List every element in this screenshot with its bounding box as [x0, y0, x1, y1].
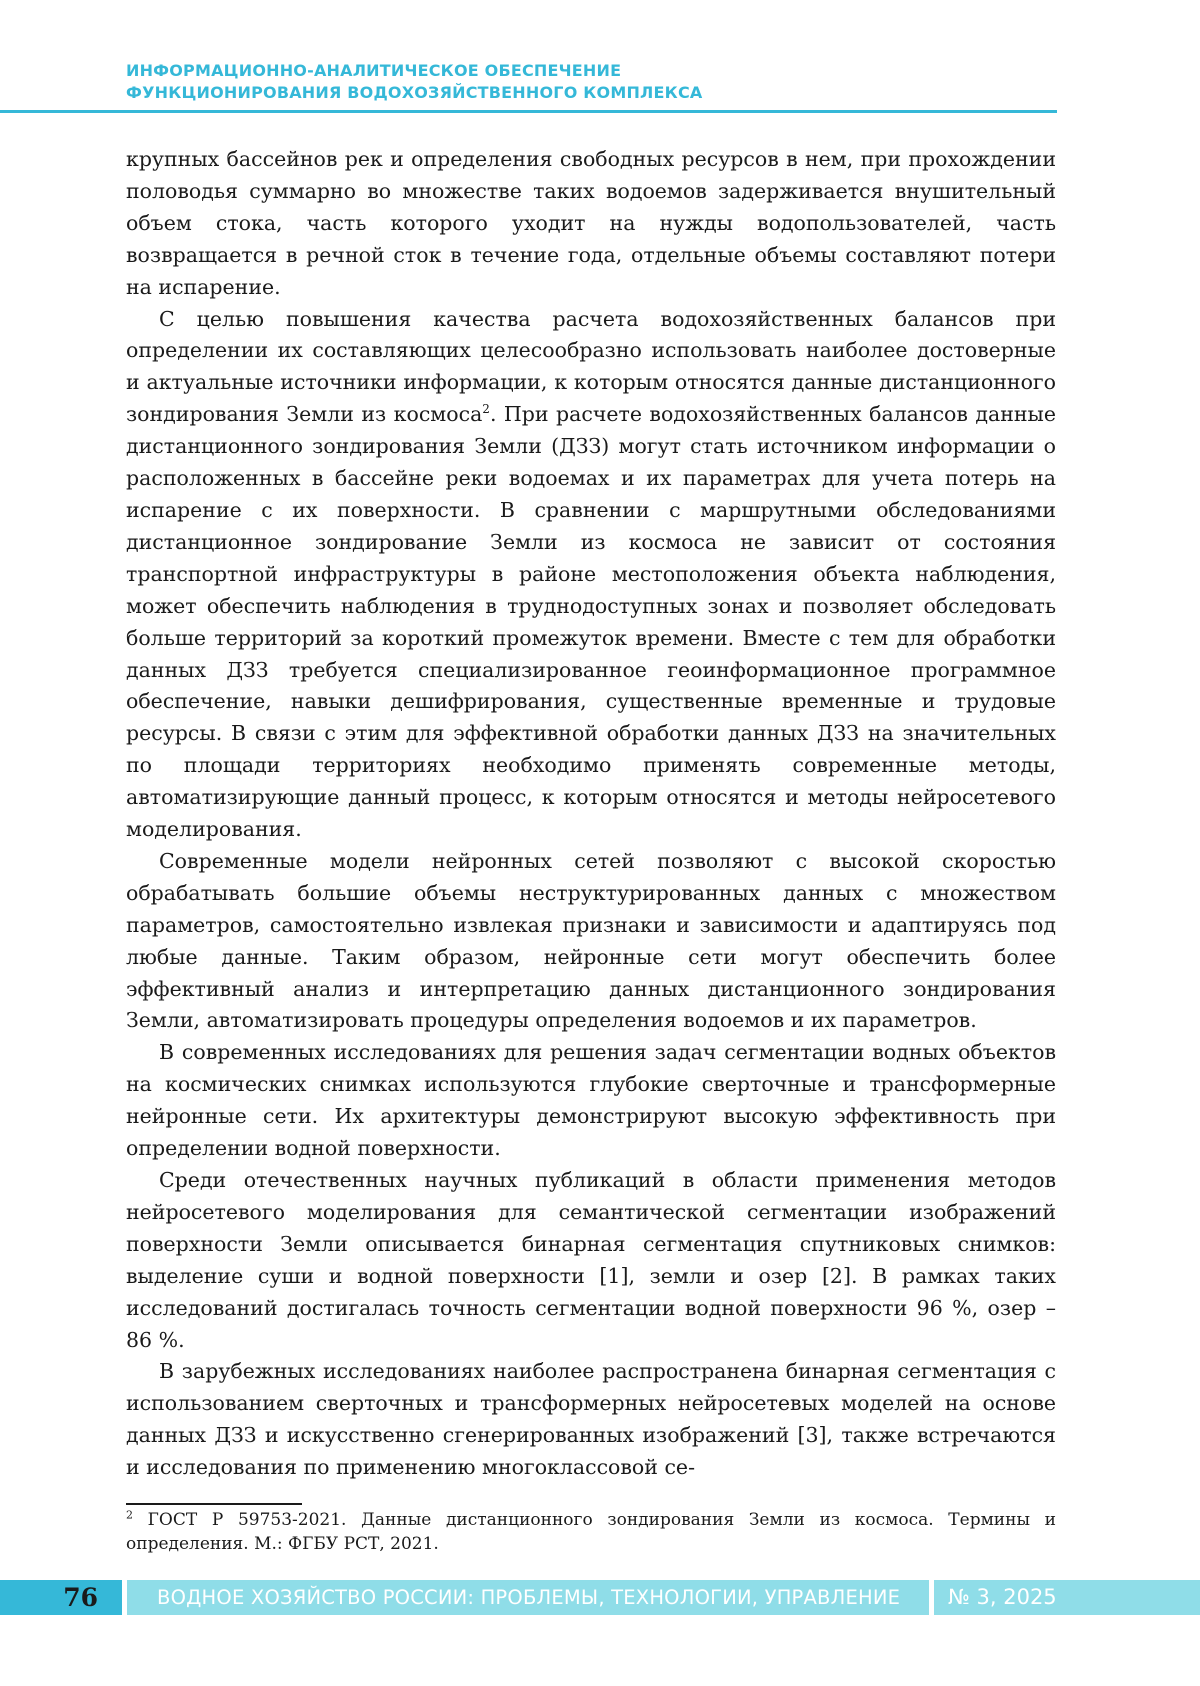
paragraph-2 [126, 304, 1056, 846]
footnote-text: ГОСТ Р 59753-2021. Данные дистанционного зондирования Земли из космоса. Термины и определения. М.: ФГБУ РСТ, 2021. [126, 1510, 1056, 1554]
running-header [126, 60, 1056, 104]
article-body [126, 144, 1056, 1484]
paragraph-2-text-start: С целью повышения качества расчета водохозяйственных балансов при определении их составляющих целесообразно использовать наиболее достоверные и актуальные источники информации, к которым относятся данные дистанционного зондирования Земли из космоса [126, 306, 1056, 427]
paragraph-6: В зарубежных исследованиях наиболее распространена бинарная сегментация с использованием сверточных и трансформерных нейросетевых моделей на основе данных ДЗЗ и искусственно сгенерированных изображений [3], также встречаются и исследования по применению многоклассовой се- [126, 1359, 1056, 1480]
paragraph-3: Современные модели нейронных сетей позволяют с высокой скоростью обрабатывать большие объемы неструктурированных данных с множеством параметров, самостоятельно извлекая признаки и зависимости и адаптируясь под любые данные. Таким образом, нейронные сети могут обеспечить более эффективный анализ и интерпретацию данных дистанционного зондирования Земли, автоматизировать процедуры определения водоемов и их параметров. [126, 848, 1056, 1033]
journal-title: ВОДНОЕ ХОЗЯЙСТВО РОССИИ: ПРОБЛЕМЫ, ТЕХНОЛОГИИ, УПРАВЛЕНИЕ [157, 1586, 901, 1609]
issue-number: № 3, 2025 [948, 1585, 1057, 1609]
page-number: 76 [63, 1583, 98, 1612]
running-header-line-1: ИНФОРМАЦИОННО-АНАЛИТИЧЕСКОЕ ОБЕСПЕЧЕНИЕ [126, 61, 622, 80]
paragraph-5: Среди отечественных научных публикаций в области применения методов нейросетевого моделирования для семантической сегментации изображений поверхности Земли описывается бинарная сегментация спутниковых снимков: выделение суши и водной поверхности [1], земли и озер [2]. В рамках таких исследований достигалась точность сегментации водной поверхности 96 %, озер – 86 %. [126, 1168, 1056, 1352]
running-header-line-2: ФУНКЦИОНИРОВАНИЯ ВОДОХОЗЯЙСТВЕННОГО КОМПЛЕКСА [126, 83, 703, 102]
footer-issue-box [934, 1580, 1200, 1615]
paragraph-2-text-end: . При расчете водохозяйственных балансов данные дистанционного зондирования Земли (ДЗЗ) могут стать источником информации о расположенных в бассейне реки водоемах и их параметрах для учета потерь на испарение с их поверхности. В сравнении с маршрутными обследованиями дистанционное зондирование Земли из космоса не зависит от состояния транспортной инфраструктуры в районе местоположения объекта наблюдения, может обеспечить наблюдения в труднодоступных зонах и позволяет обследовать больше территорий за короткий промежуток времени. Вместе с тем для обработки данных ДЗЗ требуется специализированное геоинформационное программное обеспечение, навыки дешифрирования, существенные временные и трудовые ресурсы. В связи с этим для эффективной обработки данных ДЗЗ на значительных по площади территориях необходимо применять современные методы, автоматизирующие данный процесс, к которым относятся и методы нейросетевого моделирования. [126, 402, 1056, 842]
footnote [126, 1508, 1056, 1556]
footnote-rule [126, 1503, 302, 1505]
footer-page-box [0, 1580, 122, 1615]
header-rule [0, 110, 1057, 113]
paragraph-1: крупных бассейнов рек и определения свободных ресурсов в нем, при прохождении половодья суммарно во множестве таких водоемов задерживается внушительный объем стока, часть которого уходит на нужды водопользователей, часть возвращается в речной сток в течение года, отдельные объемы составляют потери на испарение. [126, 147, 1056, 299]
footnote-number: 2 [126, 1508, 133, 1522]
footer-journal-box [127, 1580, 929, 1615]
footnote-reference-2[interactable]: 2 [482, 402, 490, 417]
paragraph-4: В современных исследованиях для решения задач сегментации водных объектов на космических снимках используются глубокие сверточные и трансформерные нейронные сети. Их архитектуры демонстрируют высокую эффективность при определении водной поверхности. [126, 1040, 1056, 1161]
